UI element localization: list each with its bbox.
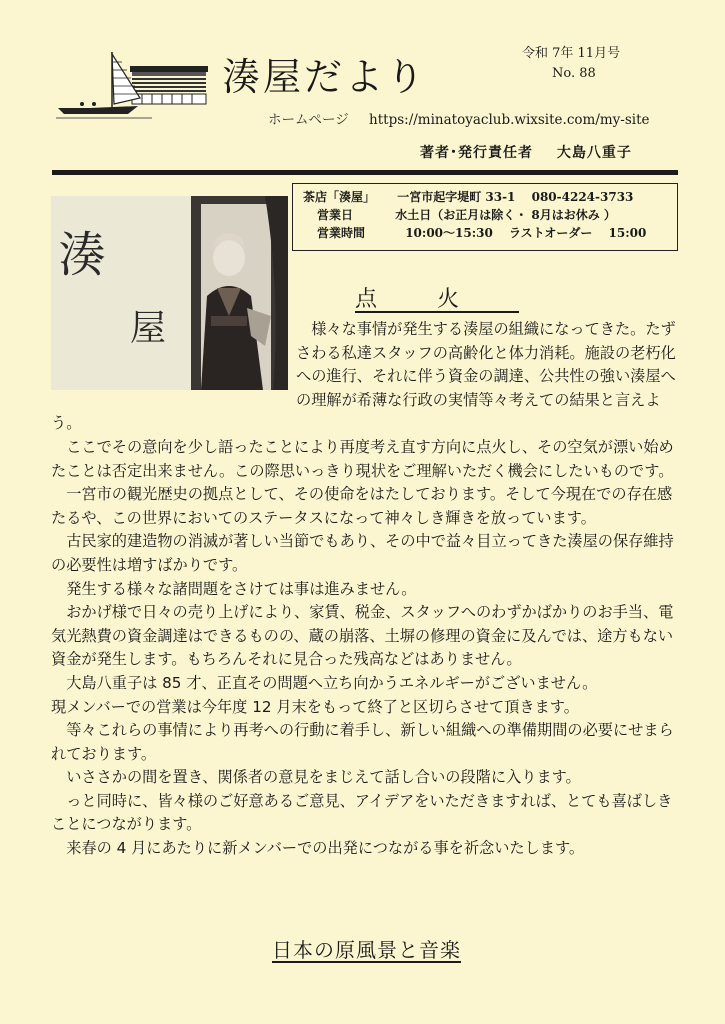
section-heading-music: 日本の原風景と音楽 [272, 938, 461, 962]
author-label: 著者･発行責任者 [420, 145, 533, 161]
author-line [420, 142, 632, 162]
calligraphy-top: 湊 [58, 227, 107, 283]
shop-info-box [292, 183, 678, 251]
paragraph: 大島八重子は 85 才、正直その問題へ立ち向かうエネルギーがございません。 [66, 673, 598, 692]
business-days-value: 水土日（お正月は除く・ 8月はお休み ） [395, 208, 616, 222]
paragraph: おかげ様で日々の売り上げにより、家賃、税金、スタッフへのわずかばかりのお手当、電気光熱費の資金調達はできるものの、蔵の崩落、土塀の修理の資金に及んでは、途方もない資金が発生します。もちろんそれに見合った残高などはありません。 [51, 603, 674, 669]
sailboat-logo [52, 48, 222, 130]
info-row-address [303, 188, 667, 206]
paragraph: 来春の 4 月にあたりに新メンバーでの出発につながる事を祈念いたします。 [66, 839, 585, 858]
info-row-days [303, 206, 667, 224]
paragraph: 一宮市の観光歴史の拠点として、その使命をはたしております。そして今現在での存在感たるや、この世界においてのステータスになって神々しき輝きを放っています。 [51, 485, 673, 527]
paragraph: っと同時に、皆々様のご好意あるご意見、アイデアをいただきますれば、とても喜ばしきことにつながります。 [51, 791, 673, 834]
section-heading-tenka: 点火 [355, 287, 520, 312]
author-name: 大島八重子 [556, 145, 632, 161]
info-row-hours [303, 224, 667, 242]
last-order-label: ラストオーダー [509, 226, 593, 240]
homepage-line [268, 108, 650, 128]
header-divider [52, 170, 678, 175]
last-order-time: 15:00 [608, 226, 647, 240]
newsletter-title: 湊屋だより [222, 55, 428, 99]
paragraph: いささかの間を置き、関係者の意見をまじえて話し合いの段階に入ります。 [66, 768, 581, 787]
paragraph: 現メンバーでの営業は今年度 12 月末をもって終了と区切らさせて頂きます。 [51, 697, 579, 716]
business-hours-value: 10:00～15:30 [405, 226, 493, 240]
homepage-url[interactable]: https://minatoyaclub.wixsite.com/my-site [369, 112, 650, 128]
homepage-label: ホームページ [268, 112, 349, 128]
shop-phone: 080-4224-3733 [531, 190, 634, 204]
shop-name: 茶店「湊屋」 [303, 190, 376, 204]
paragraph: 等々これらの事情により再考への行動に着手し、新しい組織への準備期間の必要にせまられております。 [51, 721, 674, 763]
issue-number: No. 88 [552, 66, 596, 81]
paragraph: 発生する様々な諸問題をさけては事は進みません。 [66, 579, 417, 598]
photo-float-spacer [51, 318, 296, 390]
article-body [51, 318, 683, 861]
shop-address: 一宮市起字堤町 33-1 [397, 190, 516, 204]
business-hours-label: 営業時間 [317, 226, 366, 240]
paragraph: ここでその意向を少し語ったことにより再度考え直す方向に点火し、その空気が漂い始めたことは否定出来ません。この際思いっきり現状をご理解いただく機会にしたいものです。 [51, 437, 674, 480]
calligraphy-bottom: 屋 [130, 308, 167, 349]
paragraph: 様々な事情が発生する湊屋の組織になってきた。たずさわる私達スタッフの高齢化と体力消耗。施設の老朽化への進行、それに伴う資金の調達、公共性の強い湊屋への理解が希薄な行政の実情等々考えての結果と言えよう。 [51, 320, 676, 433]
business-days-label: 営業日 [317, 208, 354, 222]
issue-date: 令和 7年 11月号 [522, 46, 621, 61]
paragraph: 古民家的建造物の消滅が著しい当節でもあり、その中で益々目立ってきた湊屋の保存維持の必要性は増すばかりです。 [51, 532, 674, 574]
issue-info [522, 44, 620, 84]
